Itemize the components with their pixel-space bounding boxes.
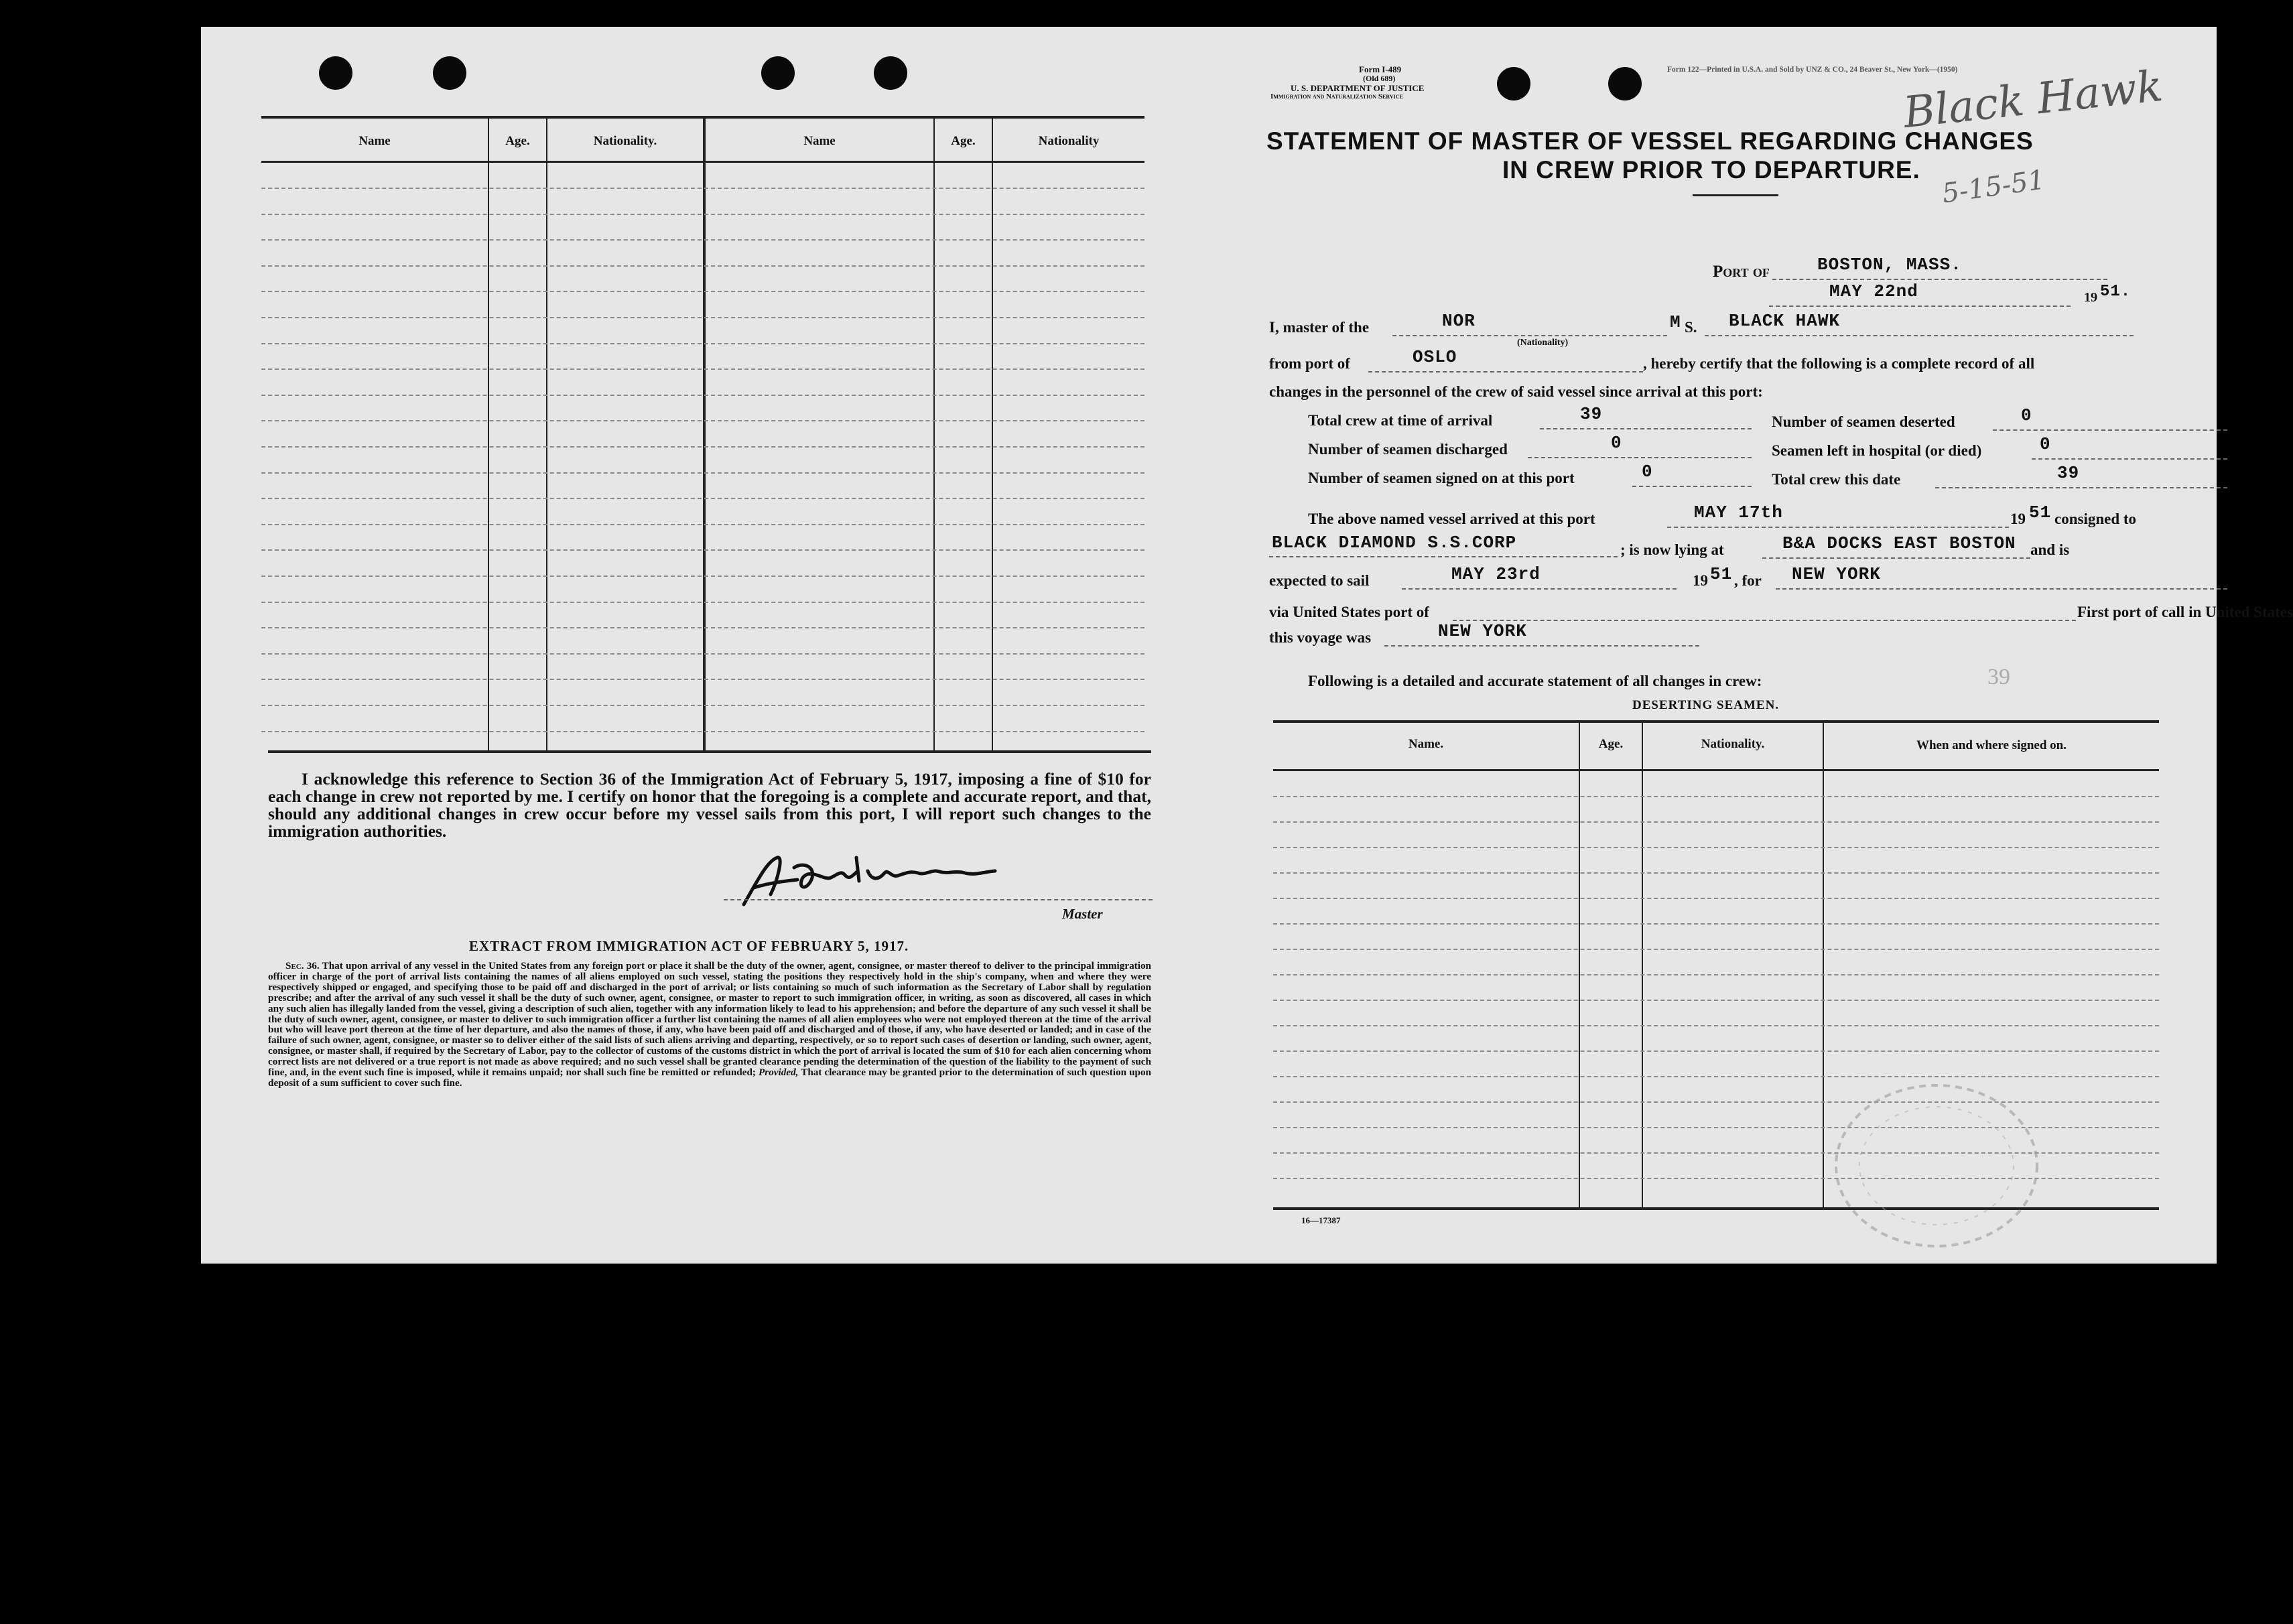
left-table-bottom-rule <box>268 750 1151 753</box>
table-row <box>261 705 1144 706</box>
nationality-value: NOR <box>1442 311 1476 331</box>
column-header-nationality: Nationality. <box>593 134 657 148</box>
arrived-label: The above named vessel arrived at this port <box>1308 511 1595 527</box>
table-row <box>1273 898 2159 899</box>
signed-on-value: 0 <box>1642 462 1653 482</box>
statement-title-line-2: IN CREW PRIOR TO DEPARTURE. <box>1502 156 1920 184</box>
deserted-line <box>1993 429 2227 431</box>
table-row <box>1273 923 2159 925</box>
table-row <box>261 214 1144 215</box>
arrived-line <box>1667 527 2009 528</box>
section-provided: Provided, <box>759 1067 799 1079</box>
table-row <box>261 576 1144 577</box>
table-row <box>1273 1051 2159 1052</box>
extract-title: EXTRACT FROM IMMIGRATION ACT OF FEBRUARY 5, 1917. <box>469 938 909 954</box>
voyage-value: NEW YORK <box>1438 621 1527 641</box>
port-value: BOSTON, MASS. <box>1817 255 1962 275</box>
arrived-value: MAY 17th <box>1694 502 1783 523</box>
handwritten-date: 5-15-51 <box>1940 164 2047 210</box>
handwritten-vessel-name: Black Hawk <box>1901 61 2165 139</box>
table-row <box>261 420 1144 421</box>
lying-value: B&A DOCKS EAST BOSTON <box>1782 533 2016 553</box>
total-crew-arrival-line <box>1540 428 1752 429</box>
table-row <box>261 317 1144 318</box>
title-underline <box>1693 194 1778 196</box>
master-signature <box>730 841 1012 915</box>
date-line <box>1769 306 2071 307</box>
hospital-value: 0 <box>2040 434 2051 454</box>
expected-label: expected to sail <box>1269 572 1370 589</box>
vessel-name-line <box>1705 335 2134 336</box>
table-row <box>261 265 1144 267</box>
date-value: MAY 22nd <box>1829 281 1918 301</box>
table-row <box>1273 821 2159 823</box>
arrived-year-prefix: 19 <box>2010 511 2026 527</box>
column-header-name: Name <box>358 134 391 148</box>
form-old-number: (Old 689) <box>1363 74 1396 83</box>
year-suffix: 51. <box>2100 283 2132 301</box>
certify-text: , hereby certify that the following is a complete record of all <box>1643 355 2035 372</box>
year-prefix: 19 <box>2084 290 2097 305</box>
official-stamp <box>1823 1065 2050 1266</box>
total-crew-date-line <box>1935 487 2227 488</box>
vessel-name: BLACK HAWK <box>1729 311 1841 331</box>
discharged-value: 0 <box>1611 433 1622 453</box>
table-row <box>1273 1025 2159 1026</box>
punch-hole <box>1497 67 1530 100</box>
via-line <box>1453 620 2076 621</box>
expected-value: MAY 23rd <box>1451 564 1541 584</box>
printer-note: Form 122—Printed in U.S.A. and Sold by UNZ & CO., 24 Beaver St., New York—(1950) <box>1667 66 1958 74</box>
deserting-header-age: Age. <box>1598 737 1624 751</box>
table-row <box>261 679 1144 680</box>
table-row <box>261 239 1144 241</box>
table-row <box>261 368 1144 370</box>
deserting-table-top-rule <box>1273 720 2159 723</box>
deserting-header-nationality: Nationality. <box>1701 737 1765 751</box>
from-port-value: OSLO <box>1413 347 1457 367</box>
total-crew-date-label: Total crew this date <box>1772 471 1901 488</box>
changes-text: changes in the personnel of the crew of said vessel since arrival at this port: <box>1269 383 1763 400</box>
punch-hole <box>761 56 795 90</box>
table-row <box>261 188 1144 189</box>
punch-hole <box>319 56 352 90</box>
statement-title-line-1: STATEMENT OF MASTER OF VESSEL REGARDING CHANGES <box>1266 127 2034 155</box>
nationality-line <box>1392 335 1667 336</box>
voyage-label: this voyage was <box>1269 629 1372 646</box>
department-name: U. S. DEPARTMENT OF JUSTICE <box>1291 83 1425 93</box>
deserting-table-header-rule <box>1273 769 2159 771</box>
table-row <box>261 653 1144 655</box>
via-label: via United States port of <box>1269 604 1429 620</box>
section-label: Sec. 36. <box>285 960 320 971</box>
expected-line <box>1402 588 1677 590</box>
consigned-label: consigned to <box>2054 511 2137 527</box>
table-row <box>261 446 1144 448</box>
form-code: 16—17387 <box>1301 1215 1341 1225</box>
signed-on-line <box>1632 486 1752 487</box>
signed-on-label: Number of seamen signed on at this port <box>1308 470 1575 486</box>
table-row <box>261 524 1144 525</box>
vessel-type: M <box>1670 312 1681 332</box>
total-crew-arrival-label: Total crew at time of arrival <box>1308 412 1493 429</box>
lying-label: ; is now lying at <box>1620 541 1724 558</box>
lying-line <box>1762 557 2030 559</box>
document-sheet <box>201 27 2293 1264</box>
table-row <box>261 549 1144 551</box>
form-number: Form I-489 <box>1359 64 1402 74</box>
column-header-age: Age. <box>505 134 530 148</box>
punch-hole <box>874 56 907 90</box>
punch-hole <box>1608 67 1642 100</box>
table-row <box>261 731 1144 732</box>
deserting-header-signed-on: When and where signed on. <box>1916 738 2067 752</box>
master-of-label: I, master of the <box>1269 319 1370 336</box>
section-body: That upon arrival of any vessel in the United States from any foreign port or place it shall be the duty of the owner, agent, consignee, or master thereof to deliver to the principal immigration officer in charge of the port of arrival lists containing the names of all aliens employed on such vessel, stating the positions they respectively hold in the ship's company, when and where they were respectively shipped or engaged, and specifying those to be paid off and discharged in the port of arrival; or lists containing so much of such information as the Secretary of Labor shall by regulation prescribe; and after the arrival of any such vessel it shall be the duty of such owner, agent, consignee, or master to report to such immigration officer, in writing, as soon as discovered, all cases in which any such alien has illegally landed from the vessel, giving a description of such alien, together with any information likely to lead to his apprehension; and before the departure of any such vessel it shall be the duty of such owner, agent, consignee, or master to deliver to such immigration officer a further list containing the names of all alien employees who were not employed thereon at the time of the arrival but who will leave port thereon at the time of her departure, and also the names of those, if any, who have been paid off and discharged and of those, if any, who have deserted or landed; and in case of the failure of such owner, agent, consignee, or master so to deliver either of the said lists of such aliens arriving and departing, respectively, or so to report such cases of desertion or landing, such owner, agent, consignee, or master shall, if required by the Secretary of Labor, pay to the collector of customs of the customs district in which the port of arrival is located the sum of $10 for each alien concerning whom correct lists are not delivered or a true report is not made as above required; and no such vessel shall be granted clearance pending the determination of the question of the liability to the payment of such fine, and, in the event such fine is imposed, while it remains unpaid; nor shall such fine be remitted or refunded; <box>268 960 1151 1079</box>
from-port-label: from port of <box>1269 355 1350 372</box>
following-text: Following is a detailed and accurate statement of all changes in crew: <box>1308 673 1762 689</box>
column-header-age: Age. <box>951 134 976 148</box>
section-tail: That clearance may be granted prior to the determination of such question upon deposit of a sum sufficient to cover such fine. <box>268 1067 1152 1089</box>
deserted-value: 0 <box>2021 405 2032 425</box>
hospital-line <box>2032 458 2227 460</box>
total-crew-date-value: 39 <box>2057 463 2080 483</box>
from-port-line <box>1368 371 1643 373</box>
table-row <box>261 602 1144 603</box>
table-row <box>261 343 1144 344</box>
port-line <box>1772 279 2107 280</box>
table-row <box>1273 872 2159 874</box>
consignee-line <box>1269 556 1618 557</box>
for-label: , for <box>1734 572 1762 589</box>
expected-year-prefix: 19 <box>1693 572 1708 589</box>
table-row <box>261 472 1144 474</box>
discharged-line <box>1528 457 1752 458</box>
table-row <box>1273 796 2159 797</box>
column-header-nationality: Nationality <box>1038 134 1100 148</box>
table-row <box>261 291 1144 292</box>
voyage-line <box>1384 645 1699 647</box>
table-row <box>1273 1000 2159 1001</box>
punch-hole <box>433 56 466 90</box>
for-value: NEW YORK <box>1792 564 1881 584</box>
deserted-label: Number of seamen deserted <box>1772 413 1955 430</box>
table-row <box>1273 974 2159 975</box>
expected-year-suffix: 51 <box>1710 564 1733 584</box>
deserting-header-name: Name. <box>1408 737 1444 751</box>
port-label: Port of <box>1713 263 1770 281</box>
consignee-value: BLACK DIAMOND S.S.CORP <box>1272 533 1517 553</box>
section-36-text <box>268 961 1151 1089</box>
master-label: Master <box>1062 906 1103 922</box>
master-signature-line <box>724 899 1153 900</box>
table-row <box>1273 949 2159 950</box>
deserting-title: DESERTING SEAMEN. <box>1632 698 1780 712</box>
hospital-label: Seamen left in hospital (or died) <box>1772 442 1982 459</box>
service-name: Immigration and Naturalization Service <box>1270 92 1403 100</box>
table-row <box>261 395 1144 396</box>
table-row <box>261 498 1144 499</box>
table-row <box>261 627 1144 628</box>
column-header-name: Name <box>803 134 836 148</box>
nationality-caption: (Nationality) <box>1517 338 1569 348</box>
for-line <box>1776 588 2227 590</box>
discharged-label: Number of seamen discharged <box>1308 441 1508 458</box>
acknowledgement-text: I acknowledge this reference to Section 36 of the Immigration Act of February 5, 1917, imposing a fine of $10 for each change in crew not reported by me. I certify on honor that the foregoing is a complete and accurate report, and that, should any additional changes in crew occur before my vessel sails from this port, I will report such changes to the immigration authorities. <box>268 769 1151 841</box>
total-crew-arrival-value: 39 <box>1580 404 1603 424</box>
table-row <box>1273 847 2159 848</box>
vessel-type-suffix: S. <box>1685 319 1697 336</box>
arrived-year-suffix: 51 <box>2029 502 2052 523</box>
first-port-label: First port of call in United States <box>2077 604 2293 620</box>
faint-number: 39 <box>1987 665 2010 689</box>
and-is-label: and is <box>2030 541 2070 558</box>
